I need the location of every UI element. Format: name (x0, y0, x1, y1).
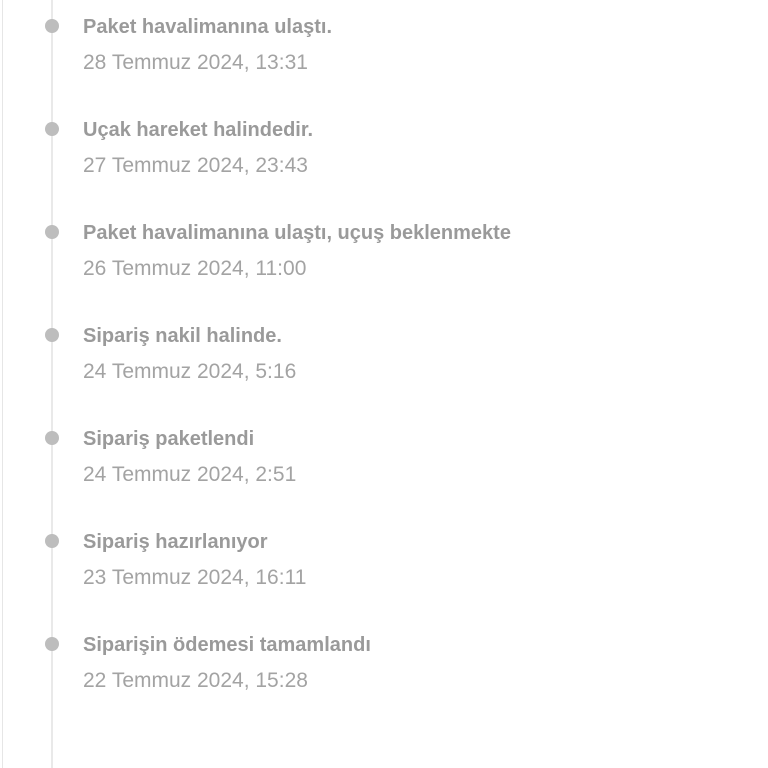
timeline-dot (45, 122, 59, 136)
timeline-event (0, 15, 768, 118)
event-time: 27 Temmuz 2024, 23:43 (83, 154, 308, 177)
event-title: Uçak hareket halindedir. (83, 119, 314, 141)
event-title: Sipariş nakil halinde. (83, 325, 282, 347)
event-title: Paket havalimanına ulaştı, uçuş beklenmekte (83, 222, 511, 244)
event-title: Sipariş paketlendi (83, 428, 255, 450)
event-title: Sipariş hazırlanıyor (83, 531, 268, 553)
event-title: Siparişin ödemesi tamamlandı (83, 634, 371, 656)
timeline-dot (45, 534, 59, 548)
event-title: Paket havalimanına ulaştı. (83, 16, 332, 38)
timeline-dot (45, 225, 59, 239)
timeline-dot (45, 431, 59, 445)
timeline-dot (45, 328, 59, 342)
timeline-dot (45, 637, 59, 651)
event-time: 24 Temmuz 2024, 2:51 (83, 463, 297, 486)
event-time: 28 Temmuz 2024, 13:31 (83, 51, 308, 74)
timeline-event (0, 530, 768, 633)
timeline-event (0, 427, 768, 530)
timeline-event (0, 324, 768, 427)
timeline-event (0, 633, 768, 736)
timeline-event (0, 118, 768, 221)
timeline-event (0, 0, 768, 15)
timeline-event (0, 221, 768, 324)
timeline-dot (45, 19, 59, 33)
event-time: 26 Temmuz 2024, 11:00 (83, 257, 307, 280)
event-time: 24 Temmuz 2024, 5:16 (83, 360, 297, 383)
event-time: 23 Temmuz 2024, 16:11 (83, 566, 307, 589)
event-time: 22 Temmuz 2024, 15:28 (83, 669, 308, 692)
